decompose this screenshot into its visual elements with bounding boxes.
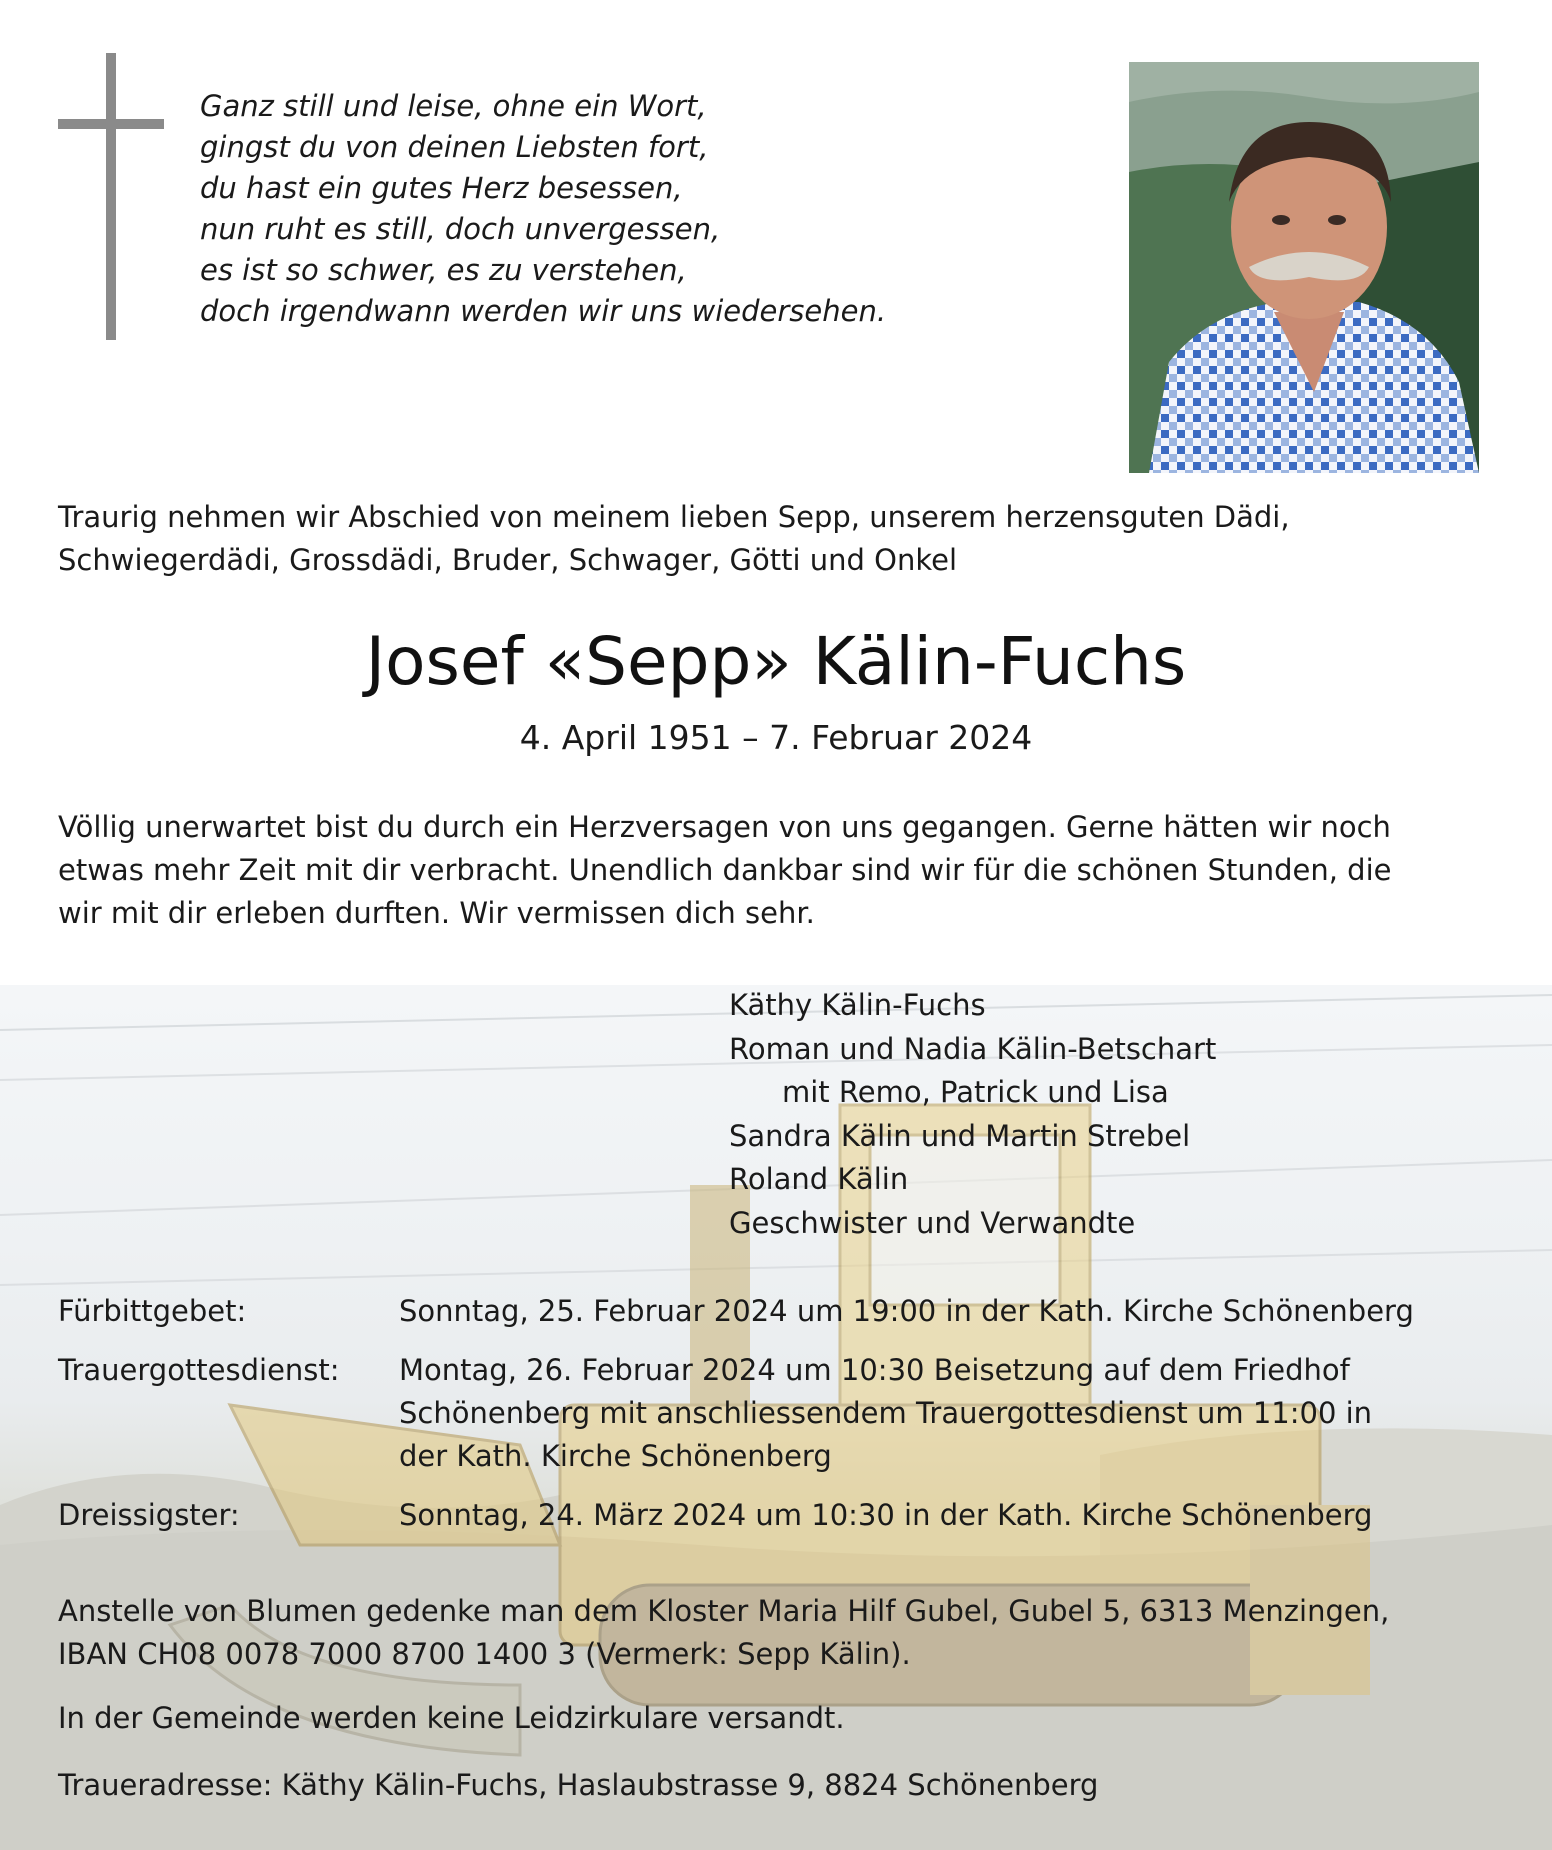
mourner: Sandra Kälin und Martin Strebel [729, 1118, 1191, 1153]
portrait-photo [1129, 62, 1479, 473]
event-line: Schönenberg mit anschliessendem Trauergottesdienst um 11:00 in [399, 1396, 1373, 1430]
message-line: Völlig unerwartet bist du durch ein Herzversagen von uns gegangen. Gerne hätten wir noch [58, 810, 1391, 844]
event-fuerbittgebet [58, 1290, 1498, 1333]
mourner: Käthy Kälin-Fuchs [729, 988, 986, 1022]
event-line: Montag, 26. Februar 2024 um 10:30 Beisetzung auf dem Friedhof [399, 1353, 1350, 1387]
memorial-poem [200, 86, 886, 332]
mourner: Roland Kälin [729, 1162, 909, 1196]
circular-note: In der Gemeinde werden keine Leidzirkulare versandt. [58, 1701, 845, 1735]
mourner: Roman und Nadia Kälin-Betschart [729, 1031, 1217, 1066]
farewell-message [58, 806, 1498, 935]
poem-line: gingst du von deinen Liebsten fort, [200, 130, 709, 164]
donation-line: Anstelle von Blumen gedenke man dem Kloster Maria Hilf Gubel, Gubel 5, 6313 Menzingen, [58, 1594, 1390, 1628]
cross-icon [106, 53, 116, 340]
message-line: etwas mehr Zeit mit dir verbracht. Unendlich dankbar sind wir für die schönen Stunden, die [58, 853, 1392, 887]
event-dreissigster [58, 1494, 1498, 1537]
event-trauergottesdienst [58, 1349, 1498, 1478]
intro-text [58, 496, 1498, 582]
message-line: wir mit dir erleben durften. Wir vermissen dich sehr. [58, 896, 815, 930]
poem-line: nun ruht es still, doch unvergessen, [200, 212, 721, 246]
event-details [399, 1349, 1498, 1478]
mourners-list [729, 984, 1216, 1245]
event-label: Trauergottesdienst: [58, 1353, 340, 1387]
donation-note [58, 1590, 1389, 1676]
poem-line: du hast ein gutes Herz besessen, [200, 171, 683, 205]
donation-line: IBAN CH08 0078 7000 8700 1400 3 (Vermerk: Sepp Kälin). [58, 1637, 911, 1671]
event-label: Fürbittgebet: [58, 1294, 247, 1328]
poem-line: doch irgendwann werden wir uns wiedersehen. [200, 294, 887, 328]
intro-line: Traurig nehmen wir Abschied von meinem lieben Sepp, unserem herzensguten Dädi, [58, 500, 1290, 534]
event-line: Sonntag, 25. Februar 2024 um 19:00 in der Kath. Kirche Schönenberg [399, 1294, 1414, 1328]
event-details [399, 1494, 1498, 1537]
mourning-address: Traueradresse: Käthy Kälin-Fuchs, Haslaubstrasse 9, 8824 Schönenberg [58, 1768, 1099, 1802]
ceremony-schedule [58, 1290, 1498, 1553]
intro-line: Schwiegerdädi, Grossdädi, Bruder, Schwager, Götti und Onkel [58, 543, 958, 577]
deceased-name: Josef «Sepp» Kälin-Fuchs [365, 623, 1187, 700]
poem-line: Ganz still und leise, ohne ein Wort, [200, 89, 707, 123]
event-line: der Kath. Kirche Schönenberg [399, 1439, 832, 1473]
cross-icon-bar [58, 119, 164, 129]
event-label: Dreissigster: [58, 1498, 240, 1532]
event-line: Sonntag, 24. März 2024 um 10:30 in der Kath. Kirche Schönenberg [399, 1498, 1373, 1532]
event-details [399, 1290, 1498, 1333]
mourner: mit Remo, Patrick und Lisa [782, 1075, 1169, 1109]
poem-line: es ist so schwer, es zu verstehen, [200, 253, 687, 287]
life-dates: 4. April 1951 – 7. Februar 2024 [519, 718, 1033, 757]
portrait-illustration [1129, 62, 1479, 473]
mourner: Geschwister und Verwandte [729, 1205, 1136, 1240]
